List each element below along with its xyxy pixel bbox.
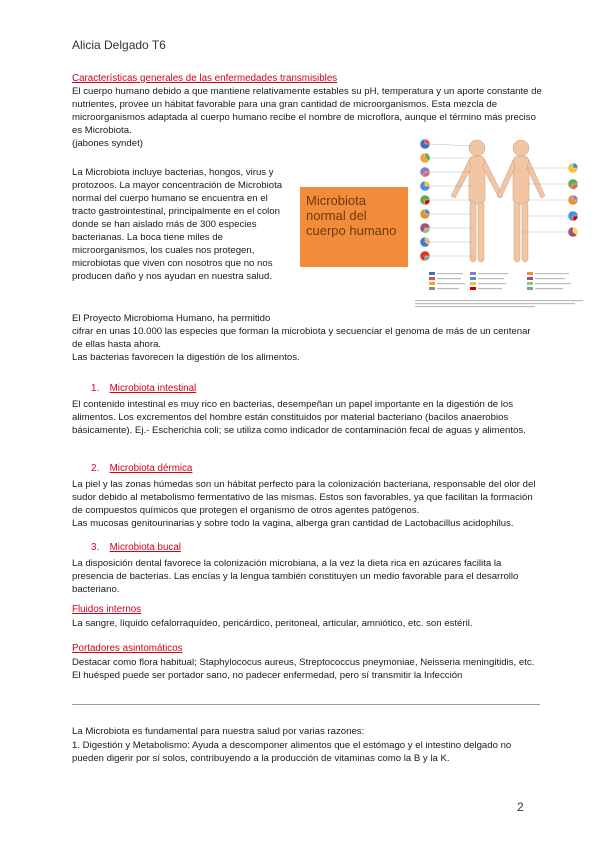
horizontal-divider [72,704,540,705]
section-text: La disposición dental favorece la colonización microbiana, a la vez la dieta rica en azúcares facilita la presencia de bacterias. Las encías y la lengua también constituyen un medio favorable para el desarrollo bacteriano. [72,558,519,595]
section-dermica [72,458,542,530]
section-number: 3. [91,542,100,553]
microbiota-box-title: Microbiota normal del cuerpo humano [306,193,397,238]
page-number: 2 [517,800,524,814]
microbiota-title-box [300,187,408,267]
page-header-author: Alicia Delgado T6 [72,38,166,52]
fluidos-text: La sangre, líquido cefalorraquídeo, pericárdico, peritoneal, articular, amniótico, etc. son estéril. [72,618,473,629]
section-heading [72,458,542,476]
proyecto-line-1: El Proyecto Microbioma Humano, ha permitido [72,313,271,324]
microbiota-block [72,166,290,283]
section-text-2: Las mucosas genitourinarias y sobre todo la vagina, alberga gran cantidad de Lactobacillus acidophilus. [72,518,514,529]
section-heading [72,537,542,555]
human-body-figure [415,134,585,310]
section-text: El contenido intestinal es muy rico en bacterias, desempeñan un papel importante en la digestión de los alimentos. Los excrementos del hombre están constituidos por material bacteriano (bacilos anaerobios básicamente). Ej.- Escherichia coli; se utiliza como indicador de contaminación fecal de aguas y alimentos. [72,399,526,436]
section-title: Microbiota intestinal [109,383,197,394]
microbiota-paragraph: La Microbiota incluye bacterias, hongos, virus y protozoos. La mayor concentración de Microbiota normal del cuerpo humano se encuentra en el tracto gastrointestinal, principalmente en el colon donde se han aislado más de 300 especies bacterianas. La boca tiene miles de microorganismos, los cuales nos protegen, microbiotas que viven con nosotros que no nos producen daño y nos ayudan en nuestra salud. [72,167,283,282]
portadores-block [72,643,542,682]
intro-paragraph: El cuerpo humano debido a que mantiene relativamente estables su pH, temperatura y un aporte constante de nutrientes, provee un hábitat favorable para una gran cantidad de microorganismos. Esta mezcla de microorganismos adaptada al cuerpo humano recibe el nombre de microflora, aunque el término más preciso es Microbiota. [72,86,542,136]
section-title: Microbiota dérmica [109,463,193,474]
section-number: 1. [91,383,100,394]
section-text: La piel y las zonas húmedas son un hábitat perfecto para la colonización bacteriana, responsable del olor del sudor debido al metabolismo fermentativo de las mismas. Estos son favorables, ya que facilitan la formación de compuestos químicos que protegen el organismo de otros agentes patógenos. [72,479,536,516]
razones-intro: La Microbiota es fundamental para nuestra salud por varias razones: [72,726,365,737]
section-bucal [72,537,542,596]
proyecto-block [72,312,542,364]
portadores-heading: Portadores asintomáticos [72,643,183,654]
fluidos-block [72,604,542,630]
fluidos-heading: Fluidos internos [72,604,142,615]
razones-item-1: 1. Digestión y Metabolismo: Ayuda a descomponer alimentos que el estómago y el intestino delgado no pueden digerir por sí solos, contribuyendo a la producción de vitaminas como la B y la K. [72,740,512,764]
intro-note: (jabones syndet) [72,138,143,149]
section-intestinal [72,378,542,437]
proyecto-line-2: cifrar en unas 10.000 las especies que forman la microbiota y secuenciar el genoma de más de un centenar de ellas hasta ahora. [72,326,531,350]
intro-heading: Características generales de las enfermedades transmisibles [72,73,338,84]
body-microbiota-diagram [415,134,585,310]
proyecto-line-3: Las bacterias favorecen la digestión de los alimentos. [72,352,300,363]
section-title: Microbiota bucal [109,542,181,553]
portadores-text: Destacar como flora habitual; Staphylococus aureus, Streptococcus pneymoniae, Neisseria meningitidis, etc. El huésped puede ser portador sano, no padecer enfermedad, pero sí transmitir la Infección [72,657,535,681]
razones-block [72,725,542,765]
section-heading [72,378,542,396]
section-number: 2. [91,463,100,474]
